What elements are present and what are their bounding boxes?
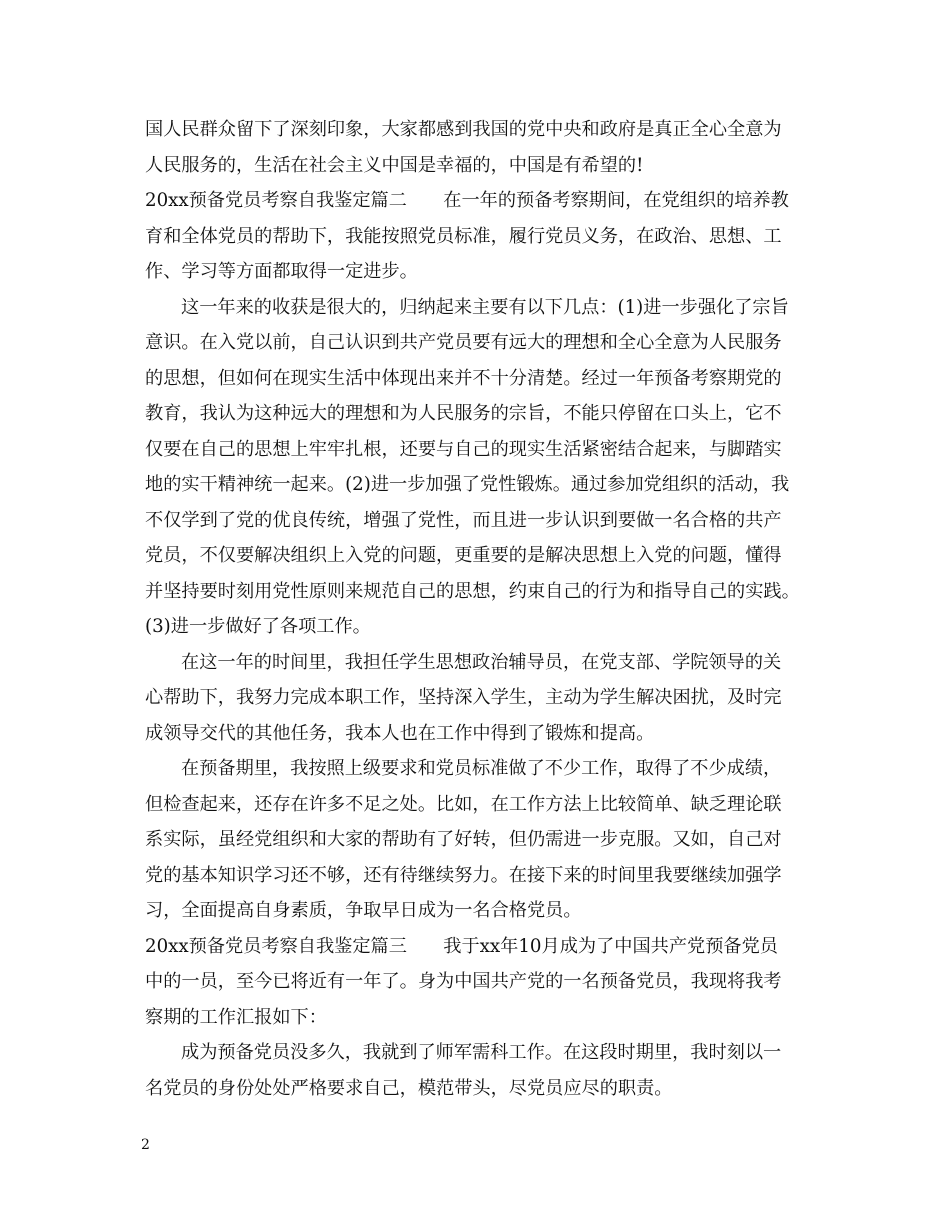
text-line: (3)进一步做好了各项工作。	[145, 616, 371, 637]
document-body	[145, 112, 811, 1106]
text-line: 心帮助下，我努力完成本职工作，坚持深入学生，主动为学生解决困扰，及时完	[145, 687, 782, 708]
text-line: 习，全面提高自身素质，争取早日成为一名合格党员。	[145, 900, 582, 921]
text-line: 20xx预备党员考察自我鉴定篇三 我于xx年10月成为了中国共产党预备党员	[145, 935, 778, 957]
text-line: 系实际，虽经党组织和大家的帮助有了好转，但仍需进一步克服。又如，自己对	[145, 829, 782, 850]
text-line: 并坚持要时刻用党性原则来规范自己的思想，约束自己的行为和指导自己的实践。	[145, 580, 800, 602]
text-line: 意识。在入党以前，自己认识到共产党员要有远大的理想和全心全意为人民服务	[145, 332, 782, 353]
text-line: 中的一员，至今已将近有一年了。身为中国共产党的一名预备党员，我现将我考	[145, 971, 782, 992]
text-line: 但检查起来，还存在许多不足之处。比如，在工作方法上比较简单、缺乏理论联	[145, 793, 782, 815]
text-line: 的思想，但如何在现实生活中体现出来并不十分清楚。经过一年预备考察期党的	[145, 367, 782, 389]
text-line: 人民服务的，生活在社会主义中国是幸福的，中国是有希望的!	[145, 154, 644, 176]
text-line: 国人民群众留下了深刻印象，大家都感到我国的党中央和政府是真正全心全意为	[145, 119, 782, 140]
text-line: 育和全体党员的帮助下，我能按照党员标准，履行党员义务，在政治、思想、工	[145, 225, 782, 247]
text-line: 成领导交代的其他任务，我本人也在工作中得到了锻炼和提高。	[145, 722, 655, 744]
text-line: 成为预备党员没多久，我就到了师军需科工作。在这段时期里，我时刻以一	[181, 1042, 782, 1063]
text-line: 不仅学到了党的优良传统，增强了党性，而且进一步认识到要做一名合格的共产	[145, 509, 782, 531]
text-line: 察期的工作汇报如下：	[145, 1006, 327, 1028]
text-line: 党员，不仅要解决组织上入党的问题，更重要的是解决思想上入党的问题，懂得	[145, 545, 782, 566]
text-line: 教育，我认为这种远大的理想和为人民服务的宗旨，不能只停留在口头上，它不	[145, 403, 782, 424]
text-line: 名党员的身份处处严格要求自己，模范带头，尽党员应尽的职责。	[145, 1077, 673, 1099]
text-line: 党的基本知识学习还不够，还有待继续努力。在接下来的时间里我要继续加强学	[145, 864, 782, 886]
text-line: 在预备期里，我按照上级要求和党员标准做了不少工作，取得了不少成绩，	[181, 758, 782, 779]
text-line: 在这一年的时间里，我担任学生思想政治辅导员，在党支部、学院领导的关	[181, 651, 782, 673]
page-number: 2	[141, 1137, 150, 1153]
text-line: 地的实干精神统一起来。(2)进一步加强了党性锻炼。通过参加党组织的活动，我	[145, 474, 790, 495]
text-line: 20xx预备党员考察自我鉴定篇二 在一年的预备考察期间，在党组织的培养教	[145, 190, 789, 211]
text-line: 作、学习等方面都取得一定进步。	[145, 261, 418, 282]
text-line: 仅要在自己的思想上牢牢扎根，还要与自己的现实生活紧密结合起来，与脚踏实	[145, 438, 782, 460]
text-line: 这一年来的收获是很大的，归纳起来主要有以下几点：(1)进一步强化了宗旨	[181, 296, 789, 318]
